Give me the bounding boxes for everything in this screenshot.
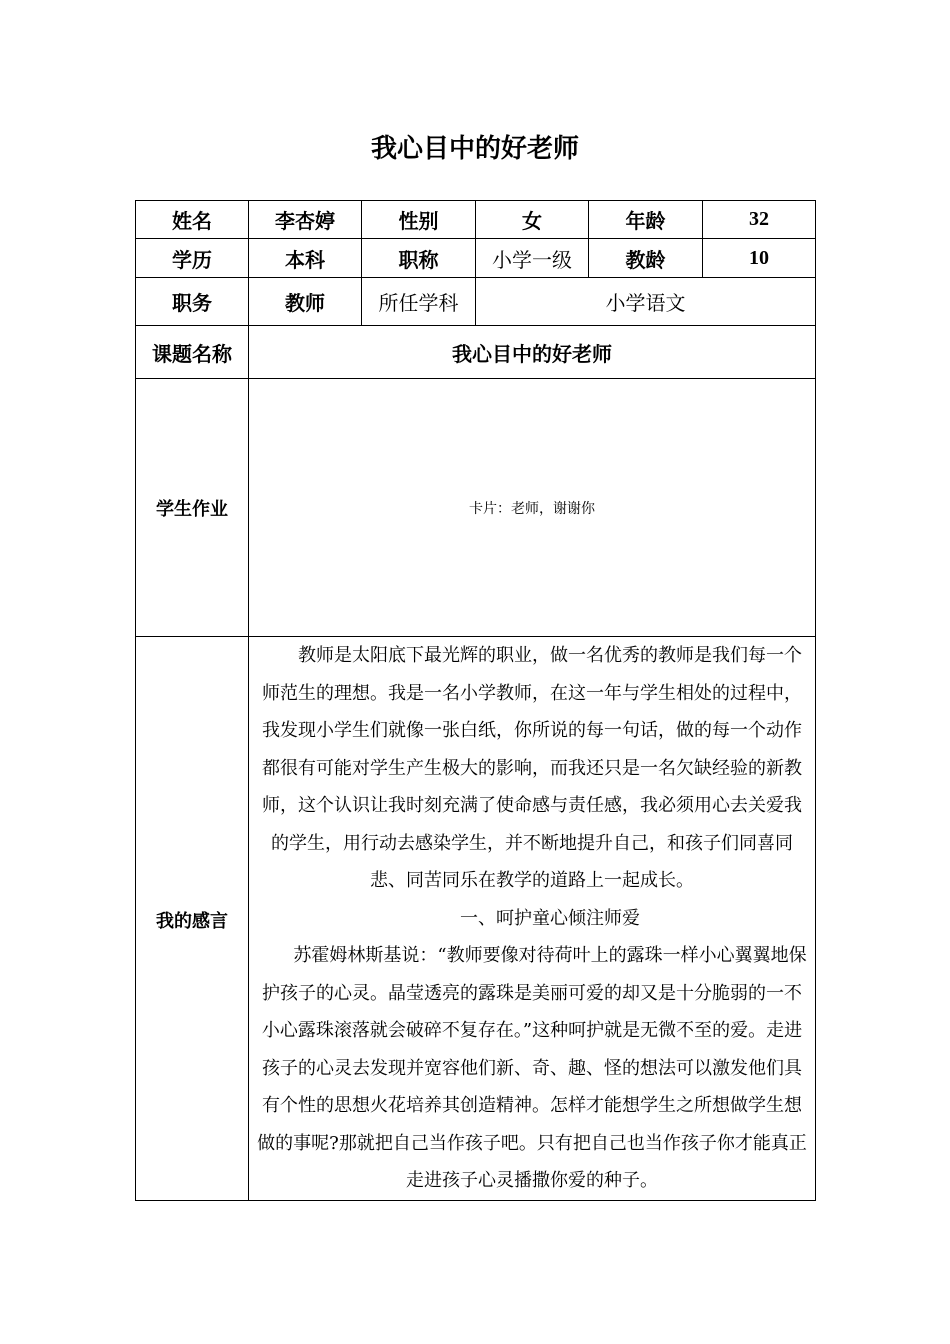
rank-value: 小学一级 (476, 239, 589, 278)
education-value: 本科 (249, 239, 362, 278)
gender-label: 性别 (362, 201, 476, 239)
table-row (136, 326, 816, 379)
age-label: 年龄 (589, 201, 703, 239)
table-row (136, 239, 816, 278)
reflection-content (249, 637, 816, 1201)
table-row (136, 379, 816, 637)
education-label: 学历 (136, 239, 249, 278)
subject-value: 小学语文 (476, 278, 816, 326)
name-label: 姓名 (136, 201, 249, 239)
homework-label: 学生作业 (136, 379, 249, 637)
reflection-label: 我的感言 (136, 637, 249, 1201)
table-row (136, 637, 816, 1201)
reflection-heading: 一、呵护童心倾注师爱 (460, 907, 640, 929)
reflection-paragraph: 苏霍姆林斯基说：“教师要像对待荷叶上的露珠一样小心翼翼地保护孩子的心灵。晶莹透亮的露珠是美丽可爱的却又是十分脆弱的一不小心露珠滚落就会破碎不复存在。”这种呵护就是无微不至的爱。走进孩子的心灵去发现并宽容他们新、奇、趣、怪的想法可以激发他们具有个性的思想火花培养其创造精神。怎样才能想学生之所想做学生想做的事呢?那就把自己当作孩子吧。只有把自己也当作孩子你才能真正走进孩子心灵播撒你爱的种子。 (257, 945, 807, 1191)
subject-label: 所任学科 (362, 278, 476, 326)
position-value: 教师 (249, 278, 362, 326)
reflection-paragraph: 教师是太阳底下最光辉的职业，做一名优秀的教师是我们每一个师范生的理想。我是一名小学教师，在这一年与学生相处的过程中，我发现小学生们就像一张白纸，你所说的每一句话，做的每一个动作都很有可能对学生产生极大的影响，而我还只是一名欠缺经验的新教师，这个认识让我时刻充满了使命感与责任感，我必须用心去关爱我的学生，用行动去感染学生，并不断地提升自己，和孩子们同喜同悲、同苦同乐在教学的道路上一起成长。 (262, 645, 802, 891)
table-row (136, 201, 816, 239)
position-label: 职务 (136, 278, 249, 326)
name-value: 李杏婷 (249, 201, 362, 239)
teaching-years-label: 教龄 (589, 239, 703, 278)
gender-value: 女 (476, 201, 589, 239)
table-row (136, 278, 816, 326)
document-title: 我心目中的好老师 (370, 134, 579, 164)
rank-label: 职称 (362, 239, 476, 278)
teaching-years-value: 10 (703, 239, 816, 278)
topic-value: 我心目中的好老师 (249, 326, 816, 379)
topic-label: 课题名称 (136, 326, 249, 379)
teacher-info-table (135, 200, 816, 1201)
homework-content: 卡片：老师，谢谢你 (249, 379, 816, 637)
age-value: 32 (703, 201, 816, 239)
